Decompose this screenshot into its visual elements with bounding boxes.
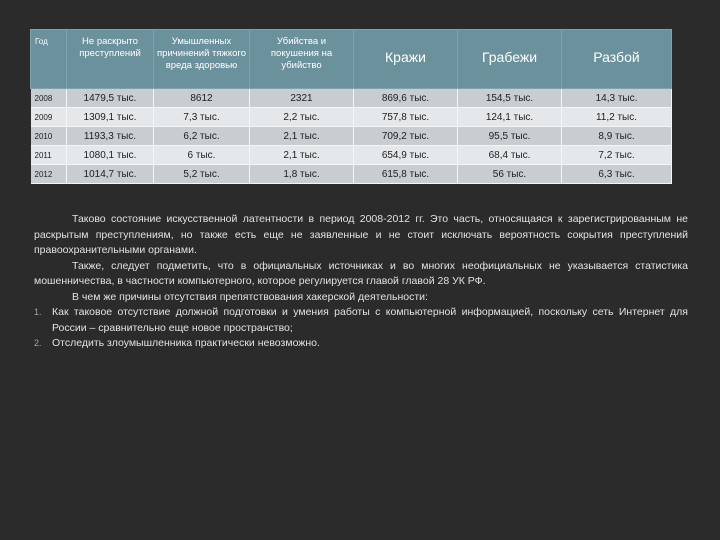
header-unsolved: Не раскрыто преступлений [67, 30, 154, 89]
cell-grievous-harm: 7,3 тыс. [154, 108, 250, 127]
cell-unsolved: 1309,1 тыс. [67, 108, 154, 127]
cell-unsolved: 1080,1 тыс. [67, 146, 154, 165]
list-text: Как таковое отсутствие должной подготовки и умения работы с компьютерной информацией, поскольку сеть Интернет для России – сравнительно еще новое пространство; [52, 306, 688, 334]
cell-thefts: 615,8 тыс. [354, 165, 458, 184]
cell-unsolved: 1014,7 тыс. [67, 165, 154, 184]
cell-year: 2011 [31, 146, 67, 165]
header-robberies: Грабежи [458, 30, 562, 89]
cell-assaults: 7,2 тыс. [562, 146, 672, 165]
list-number: 1. [34, 307, 42, 317]
cell-robberies: 124,1 тыс. [458, 108, 562, 127]
cell-robberies: 68,4 тыс. [458, 146, 562, 165]
cell-year: 2008 [31, 89, 67, 108]
table-row [31, 108, 672, 127]
header-assaults: Разбой [562, 30, 672, 89]
header-murders: Убийства и покушения на убийство [250, 30, 354, 89]
header-grievous-harm: Умышленных причинений тяжкого вреда здоровью [154, 30, 250, 89]
cell-assaults: 11,2 тыс. [562, 108, 672, 127]
cell-murders: 2321 [250, 89, 354, 108]
table-header-row [31, 30, 672, 89]
list-item [34, 336, 688, 352]
cell-year: 2010 [31, 127, 67, 146]
cell-assaults: 14,3 тыс. [562, 89, 672, 108]
table-row [31, 127, 672, 146]
cell-assaults: 6,3 тыс. [562, 165, 672, 184]
cell-assaults: 8,9 тыс. [562, 127, 672, 146]
cell-year: 2012 [31, 165, 67, 184]
cell-murders: 2,2 тыс. [250, 108, 354, 127]
paragraph-reasons: В чем же причины отсутствия препятствования хакерской деятельности: [72, 290, 428, 303]
cell-thefts: 654,9 тыс. [354, 146, 458, 165]
cell-murders: 1,8 тыс. [250, 165, 354, 184]
cell-thefts: 757,8 тыс. [354, 108, 458, 127]
cell-robberies: 95,5 тыс. [458, 127, 562, 146]
cell-unsolved: 1479,5 тыс. [67, 89, 154, 108]
cell-unsolved: 1193,3 тыс. [67, 127, 154, 146]
cell-grievous-harm: 6 тыс. [154, 146, 250, 165]
crime-statistics-table [30, 29, 672, 184]
body-text [34, 212, 688, 352]
cell-thefts: 869,6 тыс. [354, 89, 458, 108]
cell-murders: 2,1 тыс. [250, 146, 354, 165]
cell-robberies: 56 тыс. [458, 165, 562, 184]
table-row [31, 165, 672, 184]
paragraph-latency: Таково состояние искусственной латентности в период 2008-2012 гг. Это часть, относящаяся к зарегистрированным не раскрытым преступлениям, но также есть еще не заявленные и не стоит исключать вероятность сокрытия преступлений правоохранительными органами. [34, 213, 688, 256]
cell-grievous-harm: 6,2 тыс. [154, 127, 250, 146]
paragraph-fraud: Также, следует подметить, что в официальных источниках и во многих неофициальных не указывается статистика мошенничества, в частности компьютерного, которое регулируется главой главой 28 УК РФ. [34, 259, 688, 287]
cell-murders: 2,1 тыс. [250, 127, 354, 146]
list-text: Отследить злоумышленника практически невозможно. [52, 337, 320, 349]
header-thefts: Кражи [354, 30, 458, 89]
cell-year: 2009 [31, 108, 67, 127]
header-year: Год [31, 30, 67, 89]
cell-robberies: 154,5 тыс. [458, 89, 562, 108]
table-row [31, 146, 672, 165]
cell-thefts: 709,2 тыс. [354, 127, 458, 146]
cell-grievous-harm: 8612 [154, 89, 250, 108]
table-row [31, 89, 672, 108]
list-number: 2. [34, 338, 42, 348]
cell-grievous-harm: 5,2 тыс. [154, 165, 250, 184]
list-item [34, 305, 688, 336]
